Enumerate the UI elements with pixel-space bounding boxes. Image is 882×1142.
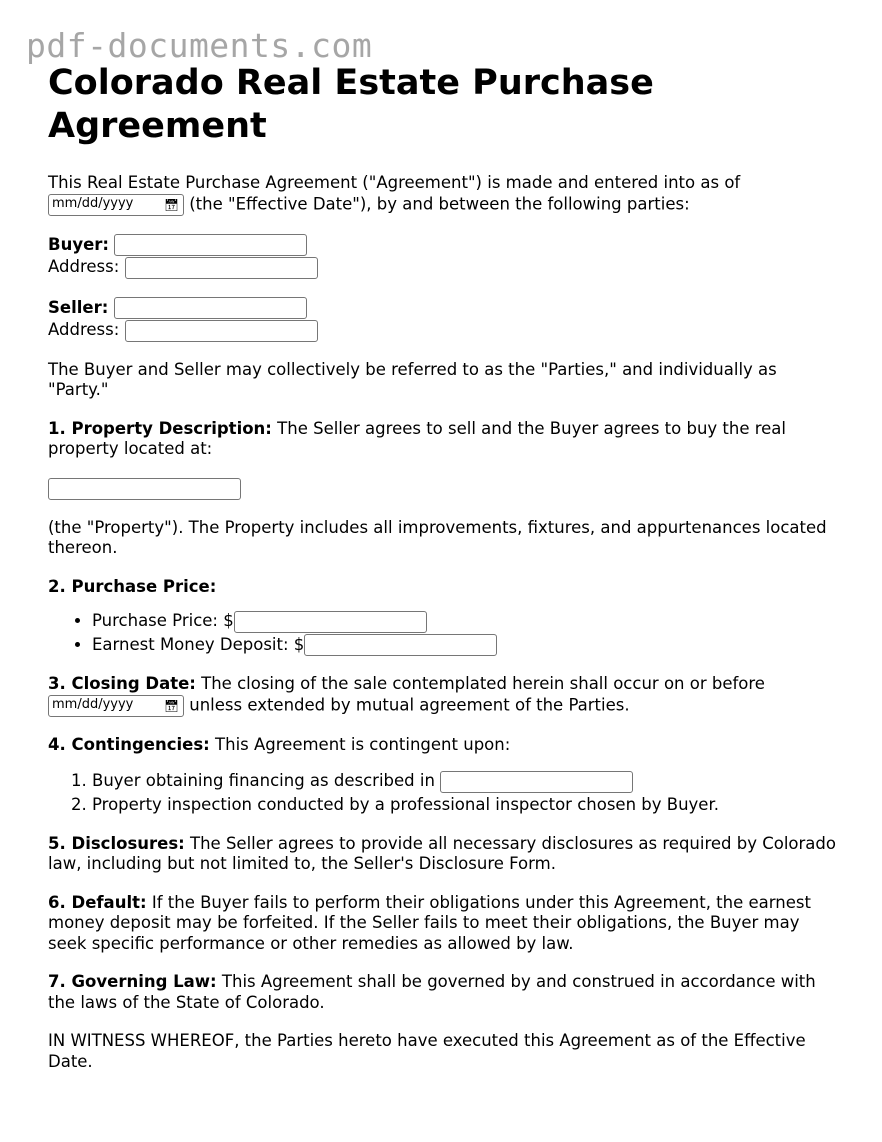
- calendar-icon: 📅︎: [163, 698, 179, 713]
- parties-note: The Buyer and Seller may collectively be referred to as the "Parties," and individually as "Party.": [48, 359, 777, 399]
- date-placeholder: mm/dd/yyyy: [52, 196, 134, 212]
- section-heading: 7. Governing Law:: [48, 972, 217, 991]
- section-heading: 5. Disclosures:: [48, 833, 185, 853]
- seller-block: [48, 297, 838, 342]
- buyer-address-input[interactable]: [125, 257, 318, 279]
- buyer-block: [48, 234, 838, 279]
- earnest-money-label: Earnest Money Deposit: $: [92, 634, 305, 654]
- watermark: pdf-documents.com: [26, 26, 373, 65]
- financing-label: Buyer obtaining financing as described in: [92, 771, 435, 790]
- list-item: [92, 633, 838, 657]
- seller-label: Seller:: [48, 297, 109, 317]
- financing-input[interactable]: [440, 771, 633, 793]
- contingency-list: [48, 769, 838, 816]
- section-heading: 3. Closing Date:: [48, 674, 196, 693]
- section-purchase-price: [48, 577, 838, 598]
- buyer-name-input[interactable]: [114, 234, 307, 256]
- calendar-icon: 📅︎: [163, 197, 179, 212]
- purchase-price-label: Purchase Price: $: [92, 611, 234, 630]
- section-contingencies: [48, 735, 838, 756]
- section-default: [48, 893, 838, 955]
- section-text: This Agreement is contingent upon:: [215, 734, 511, 754]
- date-placeholder: mm/dd/yyyy: [52, 697, 134, 713]
- list-item: [92, 769, 838, 793]
- section-text: The Seller agrees to sell and the Buyer agrees to buy the real property located at:: [48, 418, 787, 458]
- witness-paragraph: IN WITNESS WHEREOF, the Parties hereto have executed this Agreement as of the Effective Date.: [48, 1031, 806, 1071]
- seller-name-input[interactable]: [114, 297, 307, 319]
- intro-text-after: (the "Effective Date"), by and between the following parties:: [189, 194, 690, 213]
- section-text: The closing of the sale contemplated herein shall occur on or before: [201, 674, 765, 693]
- section-property-description: [48, 419, 838, 460]
- page-title: Colorado Real Estate Purchase Agreement: [48, 63, 654, 146]
- section-text: This Agreement shall be governed by and construed in accordance with the laws of the State of Colorado.: [48, 972, 816, 1012]
- seller-address-input[interactable]: [125, 320, 318, 342]
- buyer-address-label: Address:: [48, 257, 120, 276]
- section-heading: 4. Contingencies:: [48, 734, 210, 754]
- intro-text: This Real Estate Purchase Agreement ("Agreement") is made and entered into as of: [48, 173, 741, 192]
- seller-address-label: Address:: [48, 320, 120, 339]
- list-item: [92, 609, 838, 633]
- buyer-label: Buyer:: [48, 234, 110, 254]
- section-governing-law: [48, 972, 838, 1013]
- section-heading: 6. Default:: [48, 892, 147, 912]
- property-address-input[interactable]: [48, 478, 241, 500]
- purchase-price-input[interactable]: [234, 611, 427, 633]
- effective-date-input[interactable]: [48, 194, 184, 216]
- section-heading: 2. Purchase Price:: [48, 576, 217, 596]
- list-item: 2. Property inspection conducted by a professional inspector chosen by Buyer.: [92, 793, 838, 816]
- earnest-money-input[interactable]: [304, 634, 497, 656]
- section-text: If the Buyer fails to perform their obligations under this Agreement, the earnest money deposit may be forfeited. If the Seller fails to meet their obligations, the Buyer may seek specific performance or other remedies as allowed by law.: [48, 892, 811, 953]
- closing-date-input[interactable]: [48, 695, 184, 717]
- document-body: [48, 62, 838, 1090]
- section-heading: 1. Property Description:: [48, 418, 272, 438]
- section-closing-date: [48, 674, 838, 717]
- intro-paragraph: [48, 173, 838, 216]
- section-text: The Seller agrees to provide all necessary disclosures as required by Colorado law, including but not limited to, the Seller's Disclosure Form.: [48, 833, 836, 873]
- property-note: (the "Property"). The Property includes all improvements, fixtures, and appurtenances located thereon.: [48, 517, 827, 557]
- section-text-after: unless extended by mutual agreement of the Parties.: [189, 695, 630, 714]
- price-list: [48, 609, 838, 656]
- section-disclosures: [48, 834, 838, 875]
